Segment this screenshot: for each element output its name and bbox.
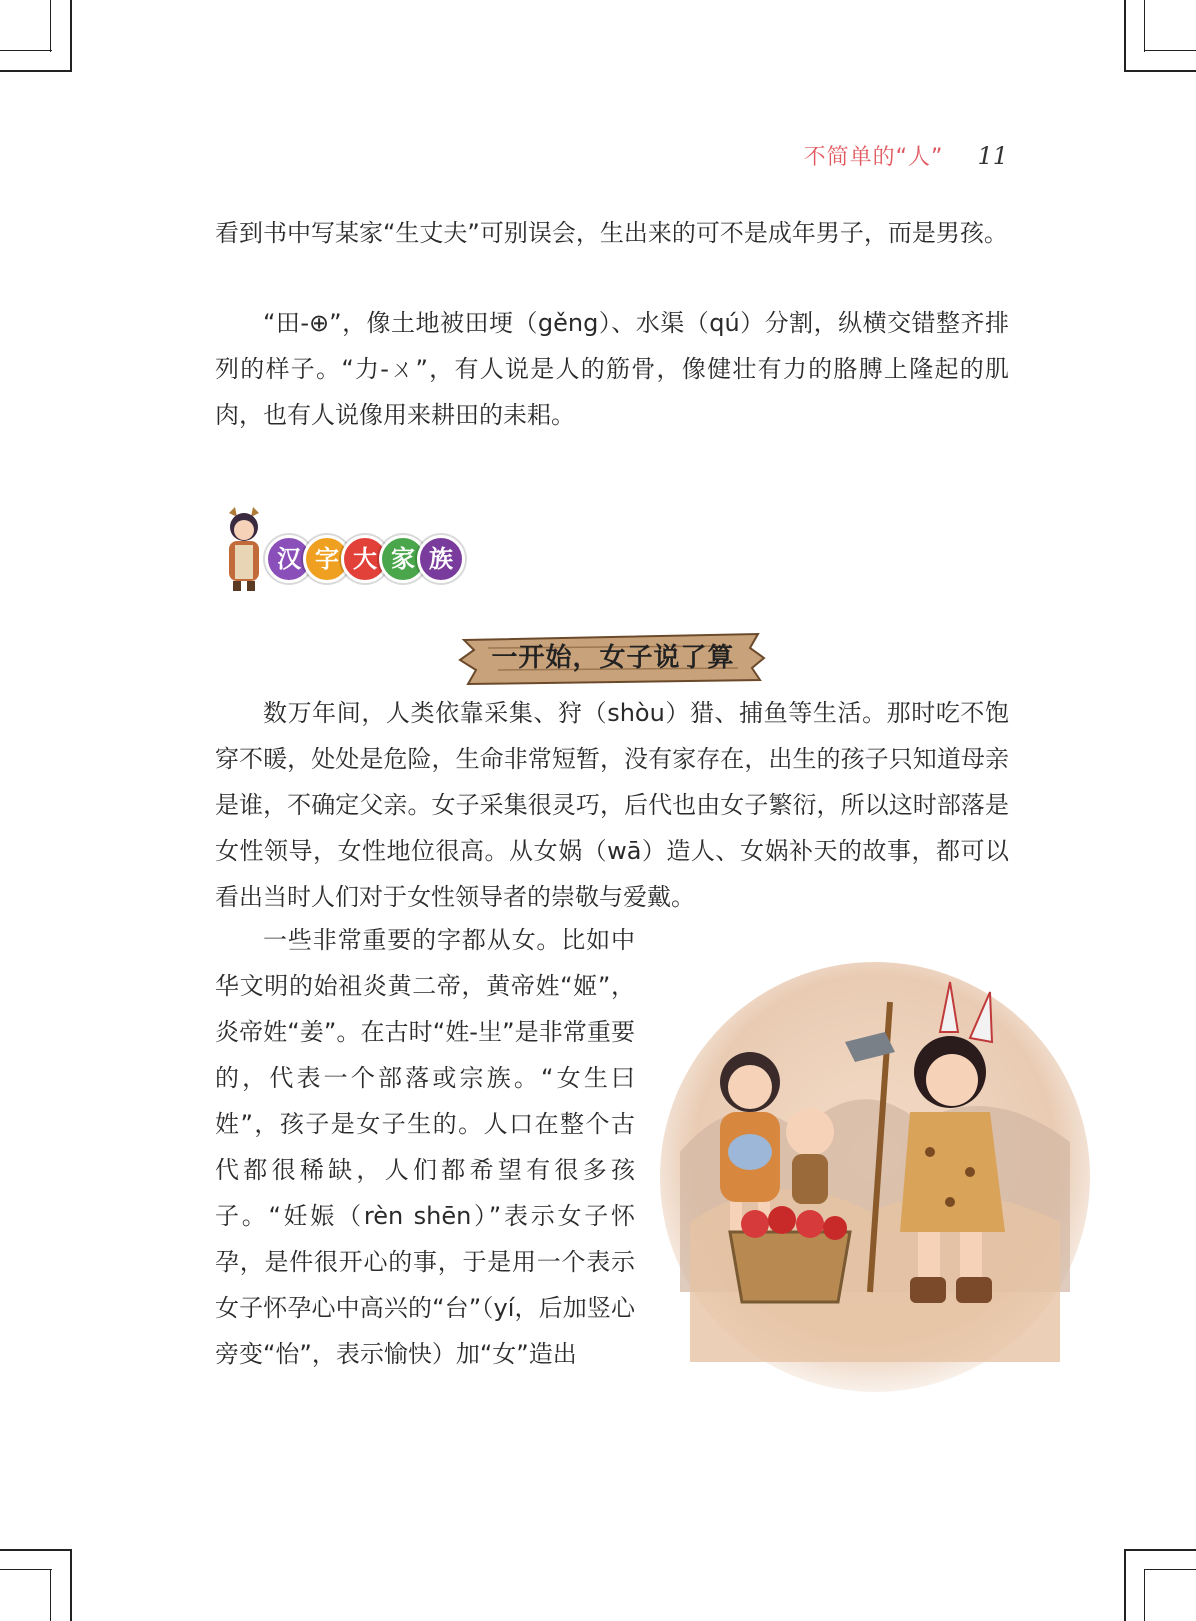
- crop-mark-bottom-left-h2: [0, 1569, 52, 1570]
- section-title: 一开始，女子说了算: [491, 643, 735, 673]
- page-number: 11: [977, 142, 1008, 170]
- badge-char-1: 汉: [265, 535, 313, 583]
- badge-char-4: 家: [379, 535, 427, 583]
- paragraph-main-1: 数万年间，人类依靠采集、狩（shòu）猎、捕鱼等生活。那时吃不饱穿不暖，处处是危险，生命非常短暂，没有家存在，出生的孩子只知道母亲是谁，不确定父亲。女子采集很灵巧，后代也由女子繁衍，所以这时部落是女性领导，女性地位很高。从女娲（wā）造人、女娲补天的故事，都可以看出当时人们对于女性领导者的崇敬与爱戴。: [215, 699, 1009, 911]
- crop-mark-top-right-v: [1124, 0, 1126, 72]
- crop-mark-top-left-v: [70, 0, 72, 72]
- illustration-primitive-family: [660, 962, 1090, 1392]
- crop-mark-bottom-right-v: [1124, 1549, 1126, 1621]
- crop-mark-top-right-h2: [1144, 50, 1196, 51]
- crop-mark-bottom-right-h: [1124, 1549, 1196, 1551]
- crop-mark-bottom-left-v2: [50, 1569, 51, 1621]
- crop-mark-bottom-right-h2: [1144, 1569, 1196, 1570]
- crop-mark-top-left-h: [0, 70, 72, 72]
- crop-mark-top-left-v2: [50, 0, 51, 52]
- running-head: [804, 140, 1008, 171]
- badge-char-2: 字: [303, 535, 351, 583]
- section-banner: [458, 630, 768, 686]
- crop-mark-bottom-left-v: [70, 1549, 72, 1621]
- crop-mark-top-right-h: [1124, 70, 1196, 72]
- paragraph-top-1: 看到书中写某家“生丈夫”可别误会，生出来的可不是成年男子，而是男孩。: [215, 219, 1008, 247]
- paragraph-top-2: “田-⊕”，像土地被田埂（gěng）、水渠（qú）分割，纵横交错整齐排列的样子。“力-ㄨ”，有人说是人的筋骨，像健壮有力的胳膊上隆起的肌肉，也有人说像用来耕田的耒耜。: [215, 309, 1009, 429]
- badge-char-5: 族: [417, 535, 465, 583]
- crop-mark-bottom-right-v2: [1144, 1569, 1145, 1621]
- crop-mark-bottom-left-h: [0, 1549, 72, 1551]
- running-title: 不简单的“人”: [803, 145, 944, 170]
- badge-char-3: 大: [341, 535, 389, 583]
- crop-mark-top-right-v2: [1144, 0, 1145, 52]
- section-badge: [215, 505, 465, 595]
- paragraph-column: 一些非常重要的字都从女。比如中华文明的始祖炎黄二帝，黄帝姓“姬”，炎帝姓“姜”。在古时“姓-𤯓”是非常重要的，代表一个部落或宗族。“女生曰姓”，孩子是女子生的。人口在整个古代都很稀缺，人们都希望有很多孩子。“妊娠（rèn shēn）”表示女子怀孕，是件很开心的事，于是用一个表示女子怀孕心中高兴的“台”（yí，后加竖心旁变“怡”，表示愉快）加“女”造出: [215, 926, 635, 1368]
- crop-mark-top-left-h2: [0, 50, 52, 51]
